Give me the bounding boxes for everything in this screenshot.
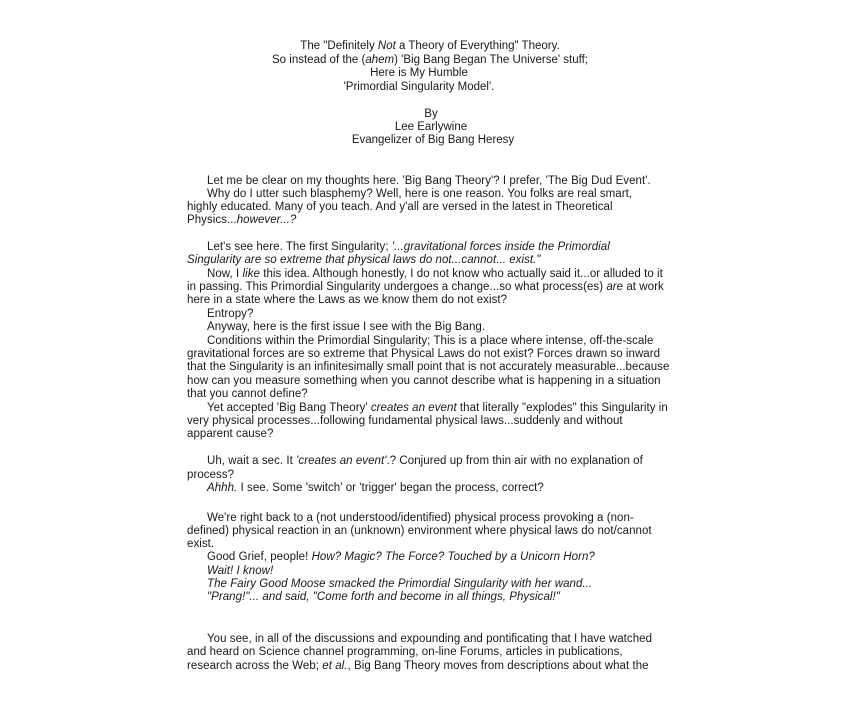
body-line-17 bbox=[207, 402, 668, 415]
body-line-6: Singularity are so extreme that physical laws do not...cannot... exist." bbox=[187, 254, 541, 266]
body-line-32 bbox=[187, 660, 649, 673]
body-line-4-emphasis: however...? bbox=[236, 214, 297, 226]
body-line-17-emphasis: creates an event bbox=[370, 402, 457, 414]
body-line-20-emphasis: 'creates an event' bbox=[296, 455, 387, 467]
body-line-27: Wait! I know! bbox=[207, 565, 274, 577]
body-line-29: "Prang!"... and said, "Come forth and become in all things, Physical!" bbox=[207, 591, 560, 603]
body-line-7 bbox=[207, 268, 663, 281]
body-line-20-text-b: .? Conjured up from thin air with no explanation of bbox=[386, 455, 643, 467]
body-line-12: Conditions within the Primordial Singularity; This is a place where intense, off-the-scale bbox=[207, 335, 654, 347]
body-line-26-text: Good Grief, people! bbox=[207, 551, 312, 563]
body-line-1: Let me be clear on my thoughts here. 'Big Bang Theory'? I prefer, 'The Big Dud Event'. bbox=[207, 175, 651, 187]
title-line-4: 'Primordial Singularity Model'. bbox=[343, 81, 495, 93]
author-role: Evangelizer of Big Bang Heresy bbox=[351, 134, 515, 146]
body-line-5-quote: '...gravitational forces inside the Primordial bbox=[391, 241, 610, 253]
body-line-30: You see, in all of the discussions and expounding and pontificating that I have watched bbox=[207, 633, 653, 645]
body-line-2: Why do I utter such blasphemy? Well, here is one reason. You folks are real smart, bbox=[207, 188, 633, 200]
body-line-22-text: I see. Some 'switch' or 'trigger' began the process, correct? bbox=[237, 482, 544, 494]
body-line-11: Anyway, here is the first issue I see with the Big Bang. bbox=[207, 321, 486, 333]
body-line-22 bbox=[207, 482, 544, 495]
body-line-20 bbox=[207, 455, 643, 468]
body-line-16: that you cannot define? bbox=[187, 388, 308, 400]
title-line-1-emphasis: Not bbox=[377, 40, 396, 52]
body-line-15: how can you measure something when you cannot describe what is happening in a situation bbox=[187, 375, 661, 387]
body-line-10: Entropy? bbox=[207, 308, 254, 320]
author-name: Lee Earlywine bbox=[394, 121, 468, 133]
byline-by: By bbox=[424, 108, 438, 120]
title-line-1 bbox=[0, 40, 860, 53]
title-line-2-emphasis: ahem bbox=[365, 54, 395, 66]
body-line-32-emphasis: et al. bbox=[322, 660, 348, 672]
body-line-17-text-a: Yet accepted 'Big Bang Theory' bbox=[207, 402, 371, 414]
body-line-17-text-b: that literally "explodes" this Singularity in bbox=[456, 402, 668, 414]
body-line-4-text: Physics... bbox=[187, 214, 237, 226]
body-line-22-emphasis: Ahhh. bbox=[207, 482, 238, 494]
title-line-2-text-b: ) 'Big Bang Began The Universe' stuff; bbox=[394, 54, 588, 66]
body-line-24: defined) physical reaction in an (unknown) environment where physical laws do not/cannot bbox=[187, 525, 652, 537]
body-line-28: The Fairy Good Moose smacked the Primordial Singularity with her wand... bbox=[207, 578, 593, 590]
body-line-26-emphasis: How? Magic? The Force? Touched by a Unicorn Horn? bbox=[311, 551, 595, 563]
body-line-23: We're right back to a (not understood/identified) physical process provoking a (non- bbox=[207, 512, 634, 524]
body-line-7-text-b: this idea. Although honestly, I do not know who actually said it...or alluded to it bbox=[259, 268, 663, 280]
title-line-2 bbox=[0, 54, 860, 67]
title-line-1-text-a: The "Definitely bbox=[300, 40, 378, 52]
title-line-3: Here is My Humble bbox=[370, 67, 468, 79]
body-line-25: exist. bbox=[187, 538, 215, 550]
body-line-32-text-a: research across the Web; bbox=[187, 660, 323, 672]
body-line-31: and heard on Science channel programming, on-line Forums, articles in publications, bbox=[187, 646, 623, 658]
body-line-32-text-b: , Big Bang Theory moves from descriptions about what the bbox=[347, 660, 649, 672]
body-line-4 bbox=[187, 214, 296, 227]
body-line-8-emphasis: are bbox=[606, 281, 624, 293]
body-line-7-emphasis: like bbox=[242, 268, 260, 280]
body-line-7-text-a: Now, I bbox=[207, 268, 243, 280]
body-line-13: gravitational forces are so extreme that Physical Laws do not exist? Forces drawn so inward bbox=[187, 348, 661, 360]
body-line-8-text-b: at work bbox=[623, 281, 664, 293]
body-line-26 bbox=[207, 551, 595, 564]
title-line-2-text-a: So instead of the ( bbox=[272, 54, 366, 66]
body-line-8 bbox=[187, 281, 664, 294]
body-line-8-text-a: in passing. This Primordial Singularity undergoes a change...so what process(es) bbox=[187, 281, 607, 293]
body-line-21: process? bbox=[187, 469, 235, 481]
body-line-9: here in a state where the Laws as we know them do not exist? bbox=[187, 294, 508, 306]
body-line-5 bbox=[207, 241, 610, 254]
title-line-1-text-b: a Theory of Everything" Theory. bbox=[395, 40, 560, 52]
body-line-3: highly educated. Many of you teach. And y'all are versed in the latest in Theoretical bbox=[187, 201, 613, 213]
body-line-20-text-a: Uh, wait a sec. It bbox=[207, 455, 297, 467]
body-line-14: that the Singularity is an infinitesimally small point that is not accurately measurable...because bbox=[187, 361, 670, 373]
body-line-18: very physical processes...following fundamental physical laws...suddenly and without bbox=[187, 415, 623, 427]
body-line-5-text: Let's see here. The first Singularity; bbox=[207, 241, 392, 253]
body-line-19: apparent cause? bbox=[187, 428, 274, 440]
